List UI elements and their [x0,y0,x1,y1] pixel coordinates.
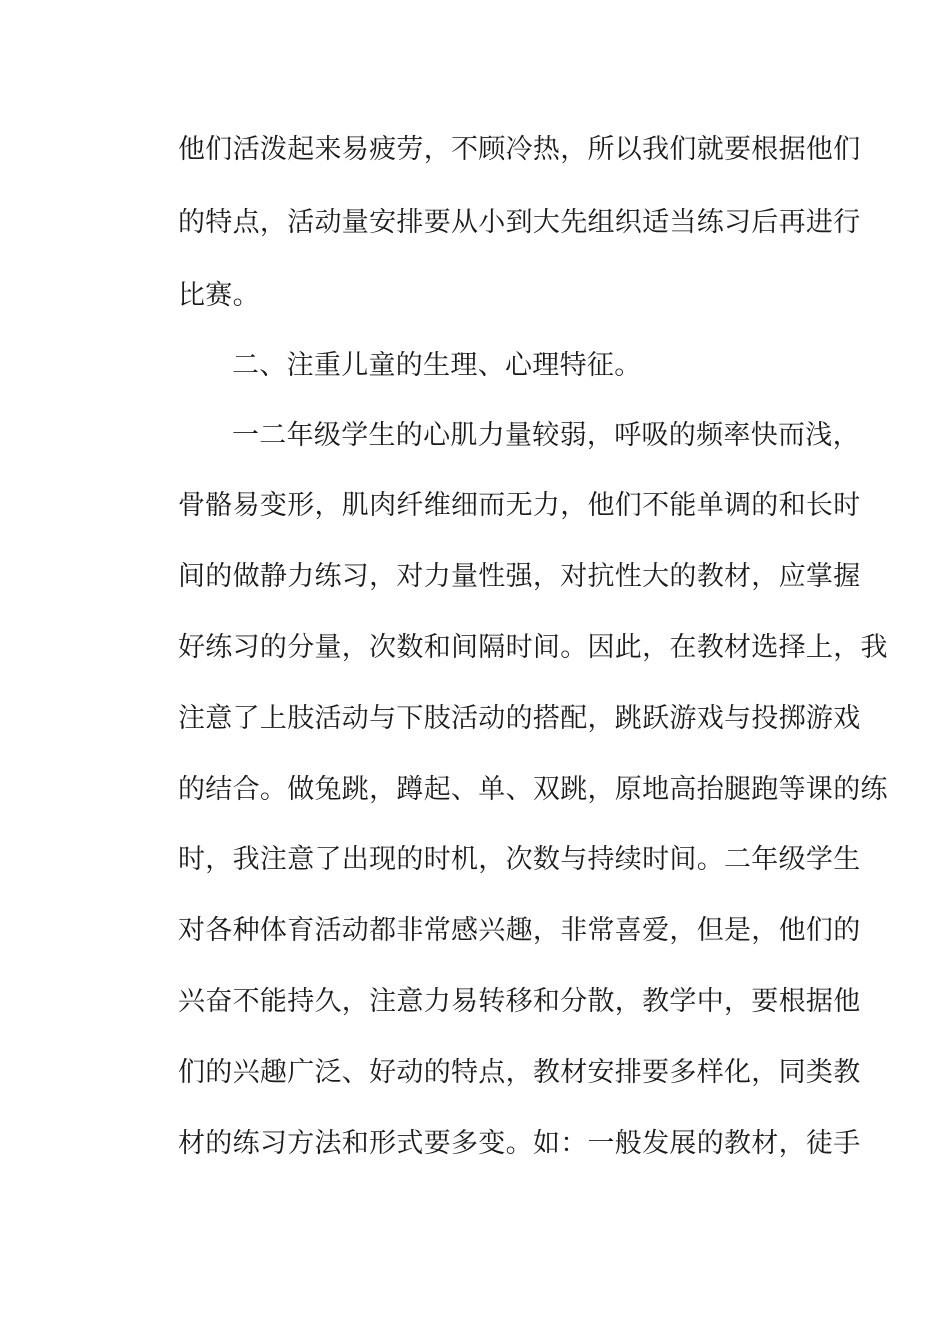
text-line: 对各种体育活动都非常感兴趣，非常喜爱，但是，他们的 [178,915,861,946]
section-heading: 二、注重儿童的生理、心理特征。 [232,350,642,381]
text-line: 的特点，活动量安排要从小到大先组织适当练习后再进行 [178,207,861,238]
text-line: 比赛。 [178,280,260,311]
text-line: 们的兴趣广泛、好动的特点，教材安排要多样化，同类教 [178,1057,861,1088]
text-line: 材的练习方法和形式要多变。如：一般发展的教材，徒手 [178,1128,861,1159]
text-line: 间的做静力练习，对力量性强，对抗性大的教材，应掌握 [178,561,861,592]
text-line: 注意了上肢活动与下肢活动的搭配，跳跃游戏与投掷游戏 [178,703,861,734]
text-line: 的结合。做兔跳，蹲起、单、双跳，原地高抬腿跑等课的练 [178,774,888,805]
text-line: 骨骼易变形，肌肉纤维细而无力，他们不能单调的和长时 [178,490,861,521]
text-line: 好练习的分量，次数和间隔时间。因此，在教材选择上，我 [178,632,888,663]
text-line: 他们活泼起来易疲劳，不顾冷热，所以我们就要根据他们 [178,134,861,165]
text-line: 兴奋不能持久，注意力易转移和分散，教学中，要根据他 [178,986,861,1017]
text-line: 时，我注意了出现的时机，次数与持续时间。二年级学生 [178,844,861,875]
paragraph-first-line: 一二年级学生的心肌力量较弱，呼吸的频率快而浅， [232,420,860,451]
